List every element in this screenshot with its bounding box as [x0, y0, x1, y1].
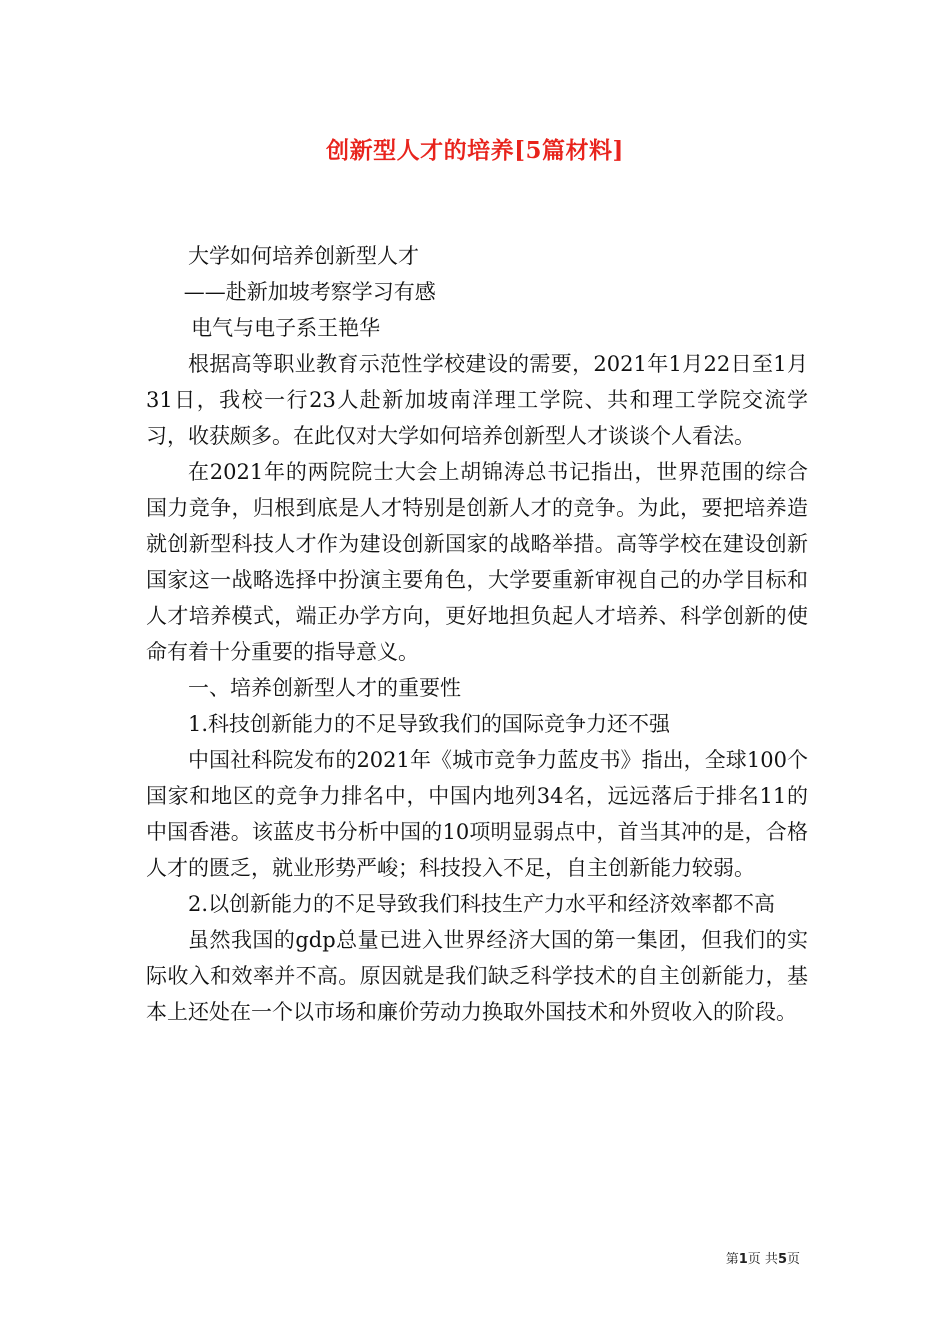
essay-title: 大学如何培养创新型人才	[188, 244, 419, 268]
subsection-heading: 1.科技创新能力的不足导致我们的国际竞争力还不强	[188, 712, 671, 736]
page-suffix: 页	[786, 1252, 800, 1267]
paragraph: 虽然我国的gdp总量已进入世界经济大国的第一集团，但我们的实际收入和效率并不高。原因就是我们缺乏科学技术的自主创新能力，基本上还处在一个以市场和廉价劳动力换取外国技术和外贸收入的阶段。	[146, 928, 808, 1024]
paragraph: 中国社科院发布的2021年《城市竞争力蓝皮书》指出，全球100个国家和地区的竞争力排名中，中国内地列34名，远远落后于排名11的中国香港。该蓝皮书分析中国的10项明显弱点中，首当其冲的是，合格人才的匮乏，就业形势严峻；科技投入不足，自主创新能力较弱。	[146, 748, 808, 880]
document-body	[146, 238, 808, 1030]
section-heading: 一、培养创新型人才的重要性	[188, 676, 461, 700]
total-pages: 5	[777, 1252, 787, 1267]
current-page: 1	[738, 1252, 748, 1267]
page-number	[726, 1248, 800, 1267]
paragraph: 根据高等职业教育示范性学校建设的需要，2021年1月22日至1月31日，我校一行23人赴新加坡南洋理工学院、共和理工学院交流学习，收获颇多。在此仅对大学如何培养创新型人才谈谈个人看法。	[146, 352, 808, 448]
essay-subtitle: ——赴新加坡考察学习有感	[183, 280, 436, 304]
paragraph: 在2021年的两院院士大会上胡锦涛总书记指出，世界范围的综合国力竞争，归根到底是人才特别是创新人才的竞争。为此，要把培养造就创新型科技人才作为建设创新国家的战略举措。高等学校在建设创新国家这一战略选择中扮演主要角色，大学要重新审视自己的办学目标和人才培养模式，端正办学方向，更好地担负起人才培养、科学创新的使命有着十分重要的指导意义。	[146, 460, 808, 664]
page-prefix: 第	[725, 1252, 739, 1267]
page-middle: 页 共	[747, 1252, 778, 1267]
essay-author: 电气与电子系王艳华	[191, 316, 381, 340]
subsection-heading: 2.以创新能力的不足导致我们科技生产力水平和经济效率都不高	[188, 892, 776, 916]
document-title: 创新型人才的培养[5篇材料]	[326, 137, 624, 164]
